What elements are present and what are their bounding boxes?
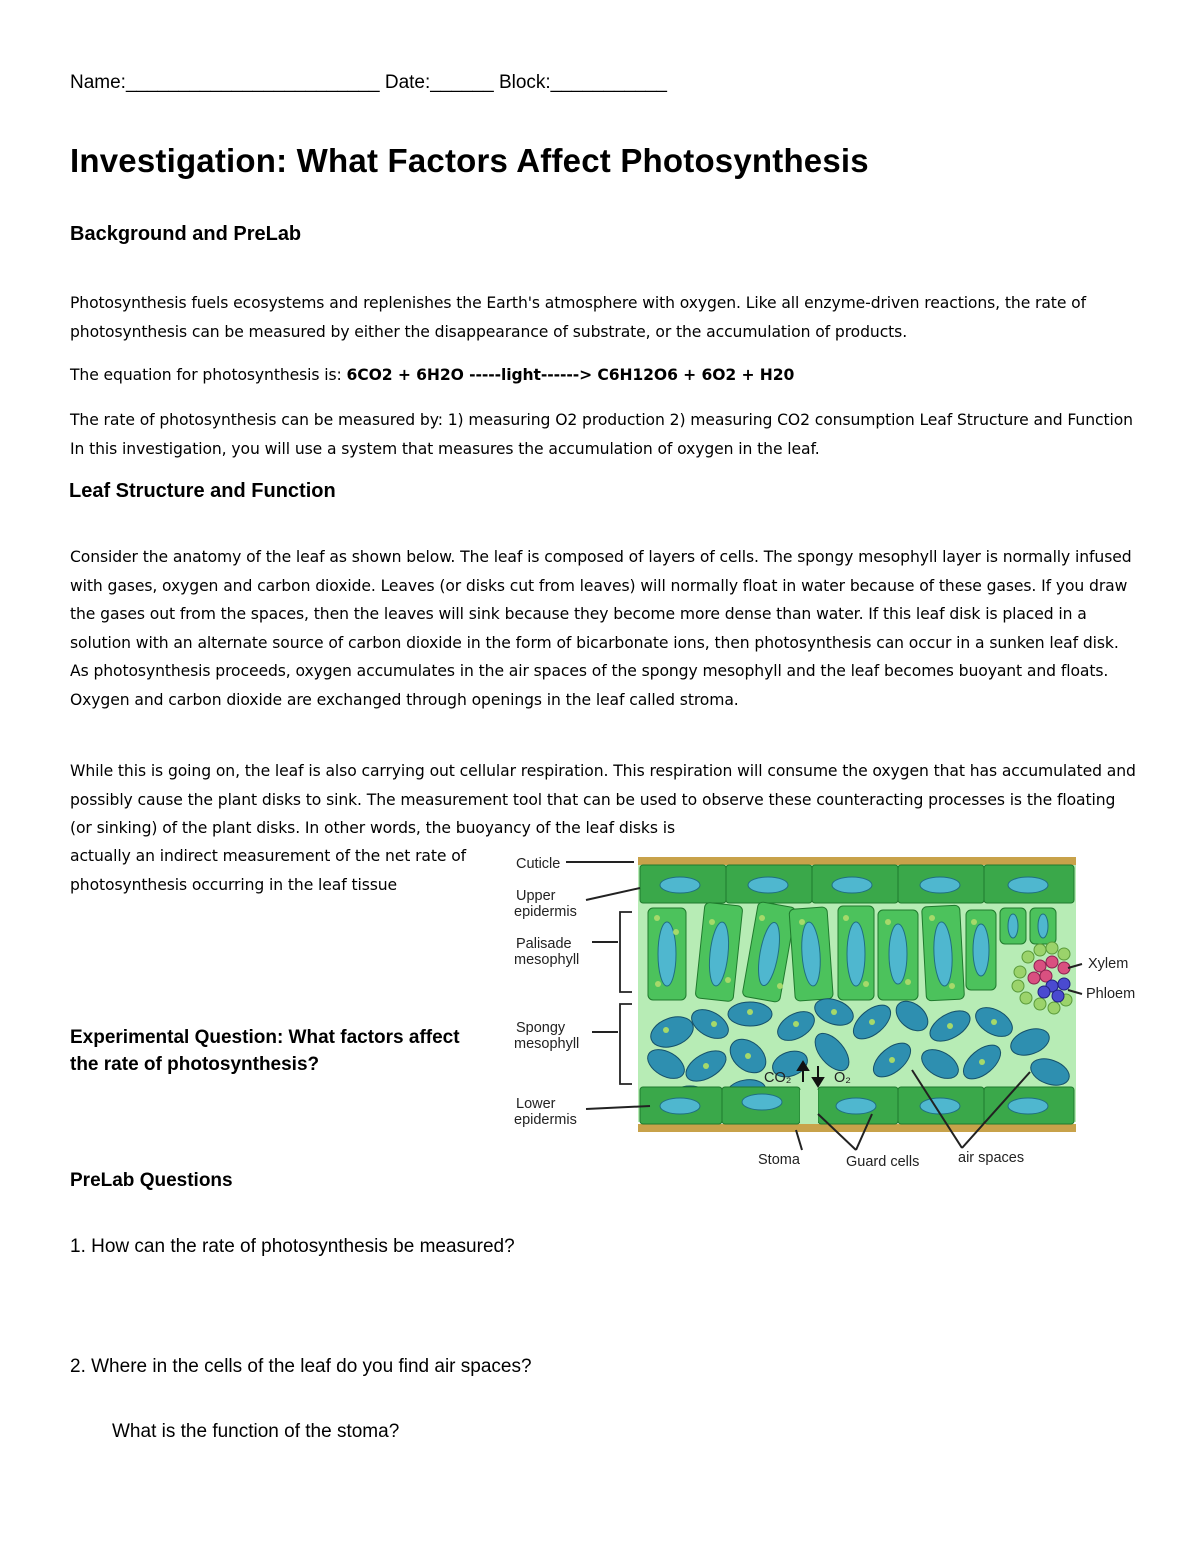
prelab-question-3: What is the function of the stoma? [112, 1421, 400, 1442]
stoma-label: Stoma [758, 1152, 800, 1168]
phloem-label: Phloem [1086, 986, 1136, 1002]
lower-epidermis-cells [640, 1087, 1074, 1124]
background-paragraph: Photosynthesis fuels ecosystems and replenishes the Earth's atmosphere with oxygen. Like all enzyme-driven reactions, the rate of photosynthesis can be measured by either the disappearance of substrate, or the accumulation of products. [70, 294, 1087, 341]
page-title: Investigation: What Factors Affect Photosynthesis [70, 142, 869, 179]
prelab-heading: PreLab Questions [70, 1170, 233, 1191]
layer-brackets [620, 912, 632, 1084]
equation-label: The equation for photosynthesis is: [70, 366, 347, 384]
name-date-block-line: Name:________________________ Date:______ Block:___________ [70, 72, 667, 93]
palisade-mesophyll-label: mesophyll [514, 952, 580, 968]
lower-epidermis-label: epidermis [514, 1112, 577, 1128]
spongy-mesophyll-label: mesophyll [514, 1036, 580, 1052]
cuticle-label: Cuticle [516, 856, 561, 872]
palisade-cells [648, 901, 1056, 1002]
xylem-label: Xylem [1088, 956, 1129, 972]
upper-cuticle [638, 857, 1076, 865]
respiration-paragraph: While this is going on, the leaf is also carrying out cellular respiration. This respiration will consume the oxygen that has accumulated and possibly cause the plant disks to sink. The measurement tool that can be used to observe these counteracting processes is the floating (or sinking) of the plant disks. In other words, the buoyancy of the leaf disks is [70, 762, 1136, 837]
guard-cells-label: Guard cells [846, 1154, 920, 1170]
respiration-paragraph-continued: actually an indirect measurement of the net rate of photosynthesis occurring in the leaf tissue [70, 847, 467, 894]
spongy-label: Spongy [516, 1020, 566, 1036]
equation-line [70, 361, 794, 389]
lower-label: Lower [516, 1096, 556, 1112]
air-spaces-label: air spaces [958, 1150, 1025, 1166]
leaf-anatomy-paragraph: Consider the anatomy of the leaf as shown below. The leaf is composed of layers of cells. The spongy mesophyll layer is normally infused with gases, oxygen and carbon dioxide. Leaves (or disks cut from leaves) will normally float in water because of these gases. If you draw the gases out from the spaces, then the leaves will sink because they become more dense than water. If this leaf disk is placed in a solution with an alternate source of carbon dioxide in the form of bicarbonate ions, then photosynthesis can occur in a sunken leaf disk. As photosynthesis proceeds, oxygen accumulates in the air spaces of the spongy mesophyll and the leaf becomes buoyant and floats. Oxygen and carbon dioxide are exchanged through openings in the leaf called stroma. [70, 548, 1132, 709]
o2-label: O₂ [834, 1070, 851, 1086]
measurement-paragraph: The rate of photosynthesis can be measured by: 1) measuring O2 production 2) measuring CO2 consumption Leaf Structure and Function In this investigation, you will use a system that measures the accumulation of oxygen in the leaf. [70, 411, 1133, 458]
prelab-question-1: 1. How can the rate of photosynthesis be measured? [70, 1236, 515, 1257]
prelab-question-2: 2. Where in the cells of the leaf do you find air spaces? [70, 1356, 532, 1377]
upper-epidermis-label: epidermis [514, 904, 577, 920]
experimental-question: Experimental Question: What factors affect the rate of photosynthesis? [70, 1027, 460, 1075]
background-heading: Background and PreLab [70, 223, 302, 245]
upper-epidermis-cells [640, 865, 1074, 903]
equation: 6CO2 + 6H2O -----light------> C6H12O6 + 6O2 + H20 [346, 366, 795, 384]
lower-cuticle [638, 1124, 1076, 1132]
palisade-label: Palisade [516, 936, 572, 952]
upper-label: Upper [516, 888, 556, 904]
leaf-structure-heading: Leaf Structure and Function [69, 480, 336, 502]
stoma-opening [800, 1090, 818, 1124]
leaf-cross-section-diagram [500, 852, 1150, 1177]
co2-label: CO₂ [764, 1070, 792, 1086]
